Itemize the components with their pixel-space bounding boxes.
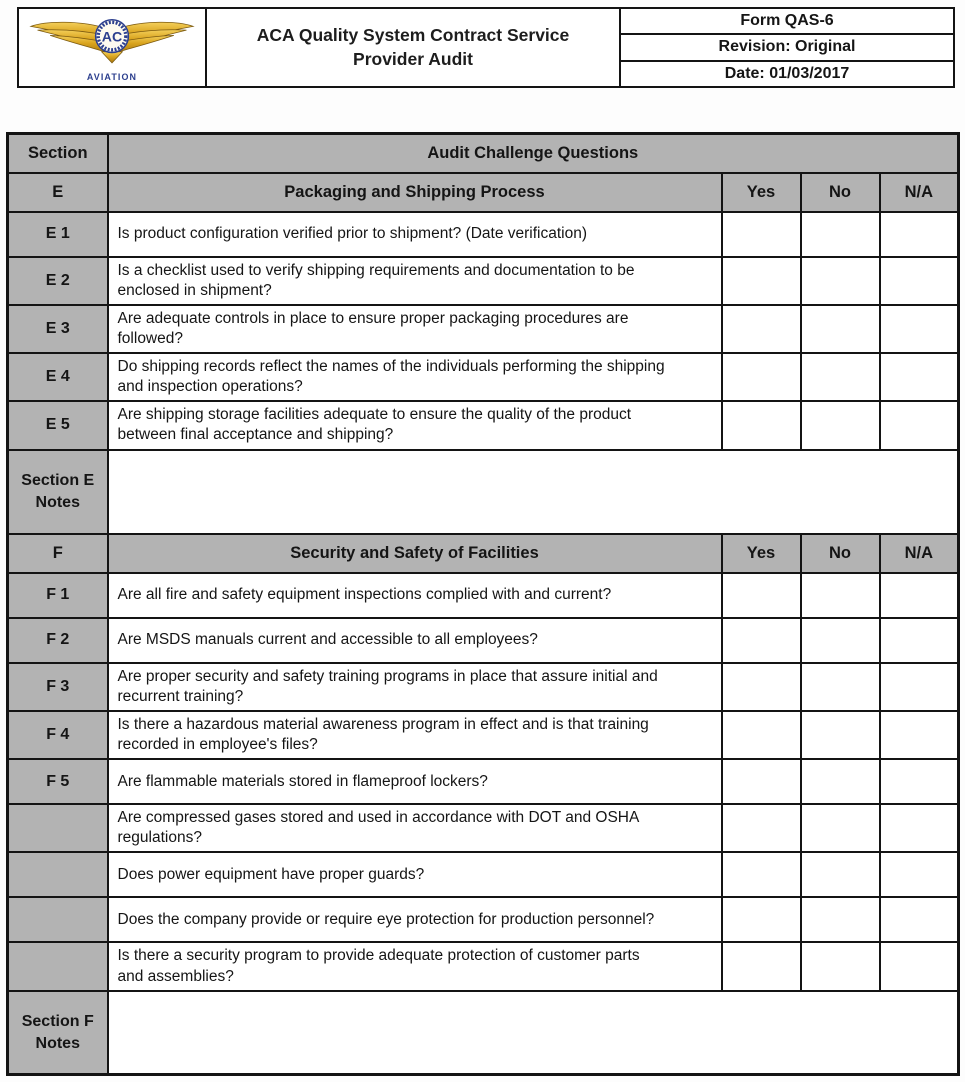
answer-cell-yes[interactable]: [722, 573, 801, 618]
question-text: Is there a security program to provide adequate protection of customer parts and assemblies?: [117, 947, 640, 985]
question-text: Are MSDS manuals current and accessible to all employees?: [117, 631, 538, 649]
audit-table-body: [8, 134, 959, 1075]
notes-area[interactable]: [108, 450, 959, 534]
answer-cell-na[interactable]: [880, 401, 959, 449]
form-revision: Revision: Original: [621, 35, 953, 61]
audit-table: [6, 132, 960, 1076]
table-row: [8, 663, 959, 711]
form-info-cell: [621, 9, 953, 86]
row-label: F 1: [8, 573, 108, 618]
answer-cell-no[interactable]: [801, 305, 880, 353]
answer-cell-na[interactable]: [880, 852, 959, 897]
logo-subtitle: AVIATION: [86, 71, 138, 82]
answer-cell-yes[interactable]: [722, 353, 801, 401]
table-header-row: [8, 134, 959, 173]
audit-form-page: [0, 7, 965, 1082]
section-column-header: Section: [8, 134, 108, 173]
question-text: Is a checklist used to verify shipping requirements and documentation to be enclosed in shipment?: [117, 261, 635, 299]
answer-cell-yes[interactable]: [722, 942, 801, 990]
answer-cell-no[interactable]: [801, 852, 880, 897]
answer-cell-yes[interactable]: [722, 897, 801, 942]
question-text: Does power equipment have proper guards?: [117, 865, 425, 883]
section-notes-row: [8, 991, 959, 1075]
answer-cell-na[interactable]: [880, 573, 959, 618]
answer-column-header-yes: Yes: [722, 173, 801, 212]
form-title-line2: Provider Audit: [353, 48, 473, 69]
notes-area[interactable]: [108, 991, 959, 1075]
table-row: [8, 257, 959, 305]
answer-cell-no[interactable]: [801, 257, 880, 305]
answer-column-header-yes: Yes: [722, 534, 801, 573]
question-text: Are shipping storage facilities adequate to ensure the quality of the product between final acceptance and shipping?: [117, 406, 632, 444]
question-cell: [108, 942, 722, 990]
answer-cell-na[interactable]: [880, 711, 959, 759]
question-text: Are adequate controls in place to ensure proper packaging procedures are followed?: [117, 309, 629, 347]
answer-cell-yes[interactable]: [722, 257, 801, 305]
row-label: [8, 852, 108, 897]
notes-label: Section F Notes: [8, 991, 108, 1075]
row-label: F 5: [8, 759, 108, 804]
answer-cell-yes[interactable]: [722, 804, 801, 852]
question-cell: [108, 401, 722, 449]
question-cell: [108, 257, 722, 305]
form-title: [207, 9, 621, 86]
form-number: Form QAS-6: [621, 9, 953, 35]
question-text: Is there a hazardous material awareness program in effect and is that training recorded in employee's files?: [117, 715, 649, 754]
table-row: [8, 852, 959, 897]
table-row: [8, 401, 959, 449]
question-text: Is product configuration verified prior to shipment? (Date verification): [117, 224, 588, 242]
answer-cell-na[interactable]: [880, 257, 959, 305]
section-title: Security and Safety of Facilities: [108, 534, 722, 573]
answer-cell-na[interactable]: [880, 305, 959, 353]
question-cell: [108, 618, 722, 663]
table-row: [8, 573, 959, 618]
question-cell: [108, 711, 722, 759]
table-row: [8, 353, 959, 401]
section-title: Packaging and Shipping Process: [108, 173, 722, 212]
row-label: E 2: [8, 257, 108, 305]
section-notes-row: [8, 450, 959, 534]
form-header-box: [17, 7, 955, 88]
answer-cell-na[interactable]: [880, 804, 959, 852]
section-header-row: [8, 534, 959, 573]
answer-cell-no[interactable]: [801, 711, 880, 759]
row-label: F 3: [8, 663, 108, 711]
question-cell: [108, 305, 722, 353]
answer-cell-no[interactable]: [801, 353, 880, 401]
row-label: F 4: [8, 711, 108, 759]
table-row: [8, 897, 959, 942]
row-label: E 1: [8, 212, 108, 257]
question-cell: [108, 852, 722, 897]
table-row: [8, 305, 959, 353]
form-title-line1: ACA Quality System Contract Service: [256, 24, 570, 45]
answer-cell-no[interactable]: [801, 401, 880, 449]
answer-cell-na[interactable]: [880, 663, 959, 711]
answer-cell-yes[interactable]: [722, 305, 801, 353]
answer-cell-no[interactable]: [801, 212, 880, 257]
row-label: E 4: [8, 353, 108, 401]
section-id: E: [8, 173, 108, 212]
answer-cell-no[interactable]: [801, 573, 880, 618]
question-cell: [108, 353, 722, 401]
answer-cell-yes[interactable]: [722, 711, 801, 759]
question-cell: [108, 573, 722, 618]
answer-cell-yes[interactable]: [722, 212, 801, 257]
question-text: Are compressed gases stored and used in accordance with DOT and OSHA regulations?: [117, 809, 639, 847]
table-row: [8, 711, 959, 759]
logo-cell: [19, 9, 207, 86]
question-cell: [108, 212, 722, 257]
answer-cell-yes[interactable]: [722, 663, 801, 711]
answer-cell-na[interactable]: [880, 353, 959, 401]
question-text: Are proper security and safety training programs in place that assure initial and recurrent training?: [117, 667, 658, 705]
question-text: Do shipping records reflect the names of the individuals performing the shipping and inspection operations?: [117, 358, 665, 396]
form-date: Date: 01/03/2017: [724, 64, 850, 82]
table-row: [8, 942, 959, 990]
answer-cell-na[interactable]: [880, 759, 959, 804]
row-label: [8, 804, 108, 852]
question-cell: [108, 759, 722, 804]
answer-column-header-no: No: [801, 534, 880, 573]
answer-cell-na[interactable]: [880, 618, 959, 663]
answer-cell-no[interactable]: [801, 759, 880, 804]
aviation-wings-logo-icon: [26, 13, 198, 83]
notes-label: Section E Notes: [8, 450, 108, 534]
row-label: F 2: [8, 618, 108, 663]
answer-column-header-na: N/A: [880, 173, 959, 212]
questions-column-header: Audit Challenge Questions: [108, 134, 959, 173]
section-header-row: [8, 173, 959, 212]
question-cell: [108, 804, 722, 852]
answer-cell-no[interactable]: [801, 942, 880, 990]
answer-cell-yes[interactable]: [722, 401, 801, 449]
answer-cell-no[interactable]: [801, 618, 880, 663]
row-label: [8, 897, 108, 942]
row-label: E 3: [8, 305, 108, 353]
table-row: [8, 212, 959, 257]
table-row: [8, 618, 959, 663]
question-text: Does the company provide or require eye protection for production personnel?: [117, 910, 655, 928]
answer-cell-na[interactable]: [880, 212, 959, 257]
answer-cell-na[interactable]: [880, 897, 959, 942]
answer-cell-no[interactable]: [801, 804, 880, 852]
question-cell: [108, 897, 722, 942]
logo-monogram: AC: [101, 28, 123, 45]
question-cell: [108, 663, 722, 711]
answer-cell-yes[interactable]: [722, 852, 801, 897]
table-row: [8, 759, 959, 804]
answer-cell-yes[interactable]: [722, 759, 801, 804]
answer-column-header-na: N/A: [880, 534, 959, 573]
row-label: [8, 942, 108, 990]
answer-cell-yes[interactable]: [722, 618, 801, 663]
question-text: Are flammable materials stored in flameproof lockers?: [117, 772, 488, 790]
answer-cell-no[interactable]: [801, 663, 880, 711]
question-text: Are all fire and safety equipment inspections complied with and current?: [117, 586, 612, 604]
table-row: [8, 804, 959, 852]
answer-cell-na[interactable]: [880, 942, 959, 990]
section-id: F: [8, 534, 108, 573]
row-label: E 5: [8, 401, 108, 449]
answer-column-header-no: No: [801, 173, 880, 212]
answer-cell-no[interactable]: [801, 897, 880, 942]
